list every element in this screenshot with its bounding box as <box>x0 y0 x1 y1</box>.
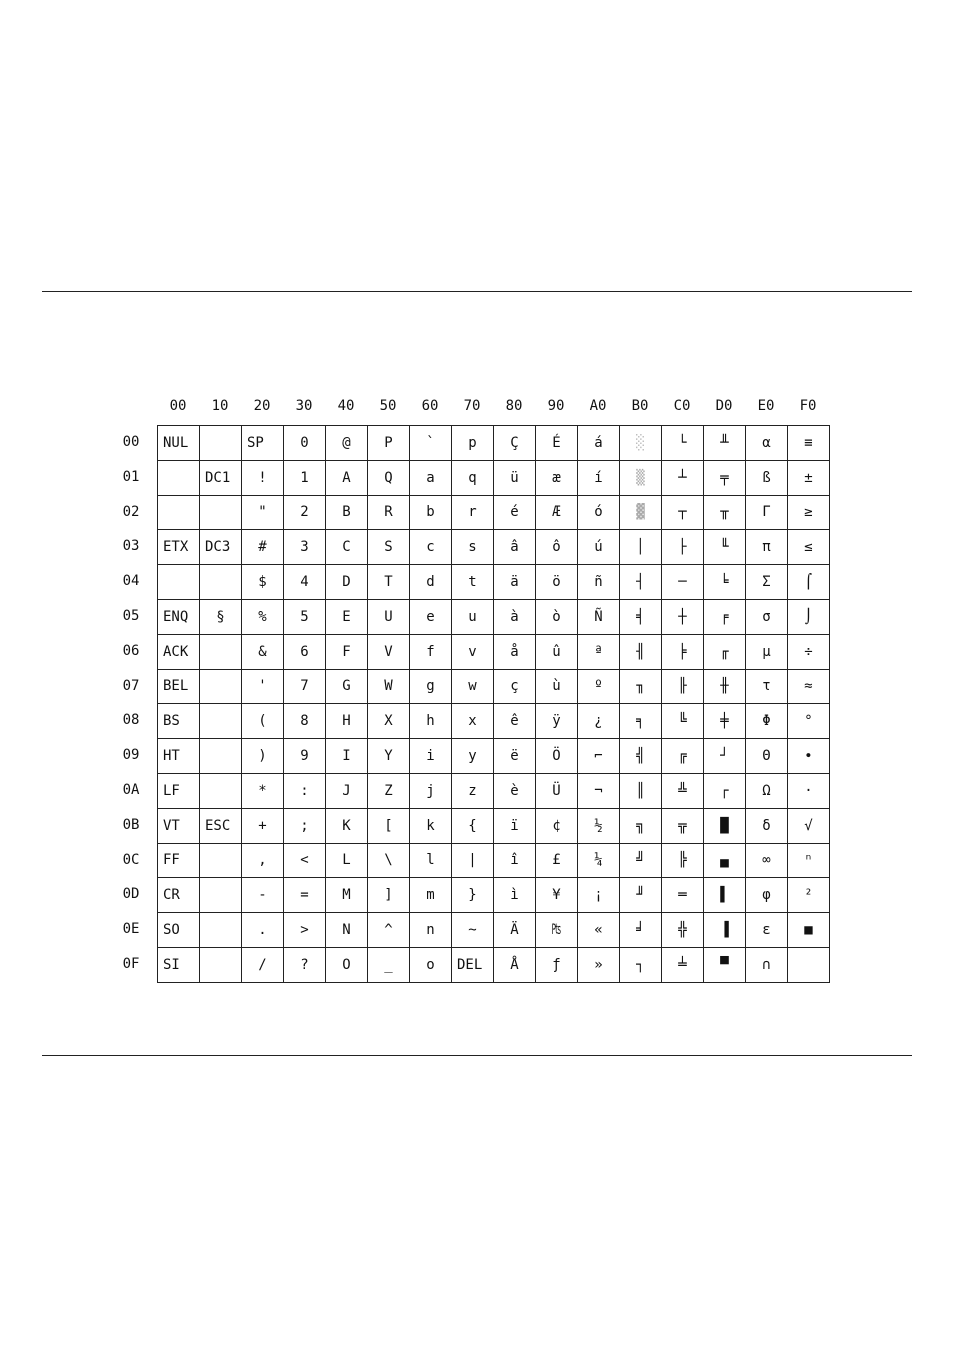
table-cell: ╡ <box>620 600 662 635</box>
table-cell: X <box>368 704 410 739</box>
table-cell: 3 <box>284 530 326 565</box>
table-cell: e <box>410 600 452 635</box>
table-cell: à <box>494 600 536 635</box>
table-cell: £ <box>536 844 578 879</box>
table-cell: 1 <box>284 461 326 496</box>
table-cell: ó <box>578 496 620 531</box>
table-cell: DC3 <box>200 530 242 565</box>
table-cell: τ <box>746 670 788 705</box>
table-cell: SP <box>242 426 284 461</box>
table-cell: ∩ <box>746 948 788 983</box>
table-cell: ╢ <box>620 635 662 670</box>
table-cell: Q <box>368 461 410 496</box>
table-cell: █ <box>704 809 746 844</box>
table-cell: H <box>326 704 368 739</box>
table-cell: ; <box>284 809 326 844</box>
table-cell: ÿ <box>536 704 578 739</box>
table-cell: , <box>242 844 284 879</box>
table-cell: á <box>578 426 620 461</box>
table-cell: ▄ <box>704 844 746 879</box>
table-cell: ¬ <box>578 774 620 809</box>
table-cell: ETX <box>158 530 200 565</box>
table-cell: ç <box>494 670 536 705</box>
table-cell: ≤ <box>788 530 830 565</box>
table-cell: [ <box>368 809 410 844</box>
table-cell <box>200 426 242 461</box>
table-cell: ┬ <box>662 496 704 531</box>
table-cell: HT <box>158 739 200 774</box>
table-cell: C <box>326 530 368 565</box>
table-cell: ┤ <box>620 565 662 600</box>
table-cell <box>200 704 242 739</box>
table-cell: ≈ <box>788 670 830 705</box>
table-cell: ù <box>536 670 578 705</box>
row-header: 08 <box>122 712 140 729</box>
table-cell: ▌ <box>704 878 746 913</box>
table-cell: n <box>410 913 452 948</box>
table-cell: ╚ <box>662 704 704 739</box>
table-cell: * <box>242 774 284 809</box>
table-cell <box>200 878 242 913</box>
table-cell: E <box>326 600 368 635</box>
column-header: A0 <box>589 398 607 414</box>
row-header: 0A <box>122 782 140 798</box>
table-cell: _ <box>368 948 410 983</box>
table-cell <box>200 635 242 670</box>
table-cell: & <box>242 635 284 670</box>
table-cell: i <box>410 739 452 774</box>
table-cell: 9 <box>284 739 326 774</box>
table-cell: ) <box>242 739 284 774</box>
table-cell: NUL <box>158 426 200 461</box>
table-cell: ENQ <box>158 600 200 635</box>
row-header: 0C <box>122 851 140 868</box>
table-cell: Æ <box>536 496 578 531</box>
table-cell <box>788 948 830 983</box>
table-cell: · <box>788 774 830 809</box>
column-header: 30 <box>295 398 313 414</box>
table-cell: : <box>284 774 326 809</box>
table-cell: ╜ <box>620 878 662 913</box>
column-header: F0 <box>799 398 817 414</box>
table-cell: M <box>326 878 368 913</box>
table-cell <box>200 496 242 531</box>
table-cell: ▒ <box>620 461 662 496</box>
table-cell: ║ <box>620 774 662 809</box>
table-cell: ╞ <box>662 635 704 670</box>
table-cell: ▀ <box>704 948 746 983</box>
table-cell: ╝ <box>620 844 662 879</box>
table-cell: ⌡ <box>788 600 830 635</box>
table-cell: ¢ <box>536 809 578 844</box>
table-cell: ╓ <box>704 635 746 670</box>
table-cell: BEL <box>158 670 200 705</box>
table-cell: 5 <box>284 600 326 635</box>
table-cell: y <box>452 739 494 774</box>
table-cell: ε <box>746 913 788 948</box>
column-header: E0 <box>757 398 775 414</box>
table-cell: ─ <box>662 565 704 600</box>
table-cell: " <box>242 496 284 531</box>
table-cell: Ω <box>746 774 788 809</box>
table-cell: ╠ <box>662 844 704 879</box>
table-cell: Ö <box>536 739 578 774</box>
table-cell: ì <box>494 878 536 913</box>
table-cell: q <box>452 461 494 496</box>
table-cell: J <box>326 774 368 809</box>
table-cell: │ <box>620 530 662 565</box>
table-cell: G <box>326 670 368 705</box>
table-cell: c <box>410 530 452 565</box>
table-cell: í <box>578 461 620 496</box>
column-header: 80 <box>505 398 523 414</box>
column-header: 10 <box>211 398 229 414</box>
table-cell: ╟ <box>662 670 704 705</box>
table-cell: ¼ <box>578 844 620 879</box>
table-cell: ° <box>788 704 830 739</box>
table-cell: ┌ <box>704 774 746 809</box>
table-cell: ò <box>536 600 578 635</box>
table-cell: ≥ <box>788 496 830 531</box>
table-cell: Γ <box>746 496 788 531</box>
table-cell: ╩ <box>662 774 704 809</box>
table-cell: P <box>368 426 410 461</box>
table-cell <box>200 948 242 983</box>
table-cell: â <box>494 530 536 565</box>
table-cell: σ <box>746 600 788 635</box>
table-cell: ª <box>578 635 620 670</box>
table-cell: ~ <box>452 913 494 948</box>
table-cell: DEL <box>452 948 494 983</box>
table-cell: « <box>578 913 620 948</box>
table-cell: CR <box>158 878 200 913</box>
row-header: 05 <box>122 608 140 624</box>
table-cell: ^ <box>368 913 410 948</box>
table-cell: b <box>410 496 452 531</box>
table-cell: h <box>410 704 452 739</box>
table-cell: T <box>368 565 410 600</box>
table-cell: ô <box>536 530 578 565</box>
table-cell: ACK <box>158 635 200 670</box>
table-cell: Ç <box>494 426 536 461</box>
table-cell: ! <box>242 461 284 496</box>
row-header: 00 <box>122 434 140 450</box>
column-header: 70 <box>463 398 481 414</box>
table-cell: \ <box>368 844 410 879</box>
table-cell: L <box>326 844 368 879</box>
table-cell <box>200 774 242 809</box>
table-cell: è <box>494 774 536 809</box>
table-cell: ╥ <box>704 496 746 531</box>
table-cell: µ <box>746 635 788 670</box>
row-header: 03 <box>122 538 140 555</box>
table-cell: S <box>368 530 410 565</box>
table-cell: ? <box>284 948 326 983</box>
table-cell <box>158 461 200 496</box>
table-cell: D <box>326 565 368 600</box>
table-cell: } <box>452 878 494 913</box>
table-cell: m <box>410 878 452 913</box>
row-header: 02 <box>122 503 140 520</box>
table-cell: ╧ <box>662 948 704 983</box>
table-cell: # <box>242 530 284 565</box>
table-cell: º <box>578 670 620 705</box>
table-cell <box>200 844 242 879</box>
row-header: 01 <box>122 468 140 485</box>
table-cell: ░ <box>620 426 662 461</box>
table-cell: § <box>200 600 242 635</box>
table-cell: < <box>284 844 326 879</box>
row-header: 07 <box>122 677 140 694</box>
table-cell: 4 <box>284 565 326 600</box>
column-header: B0 <box>631 398 649 414</box>
row-header: 0B <box>122 816 140 833</box>
table-cell: ≡ <box>788 426 830 461</box>
table-cell: å <box>494 635 536 670</box>
bottom-rule <box>42 1055 912 1056</box>
column-header: 00 <box>169 398 187 414</box>
table-cell: 0 <box>284 426 326 461</box>
table-cell: + <box>242 809 284 844</box>
character-code-table <box>157 425 830 983</box>
table-cell: ÷ <box>788 635 830 670</box>
column-header: D0 <box>715 398 733 414</box>
table-cell: / <box>242 948 284 983</box>
table-cell: é <box>494 496 536 531</box>
table-cell: └ <box>662 426 704 461</box>
table-cell: O <box>326 948 368 983</box>
table-cell: ╛ <box>620 913 662 948</box>
table-cell: √ <box>788 809 830 844</box>
table-cell: ` <box>410 426 452 461</box>
table-cell: t <box>452 565 494 600</box>
table-cell: ■ <box>788 913 830 948</box>
column-header: 60 <box>421 398 439 414</box>
table-cell: BS <box>158 704 200 739</box>
table-cell: W <box>368 670 410 705</box>
table-cell: Ü <box>536 774 578 809</box>
table-cell: = <box>284 878 326 913</box>
table-cell <box>200 913 242 948</box>
table-cell: $ <box>242 565 284 600</box>
table-cell: ├ <box>662 530 704 565</box>
table-cell: ² <box>788 878 830 913</box>
table-cell: Z <box>368 774 410 809</box>
table-cell: ] <box>368 878 410 913</box>
table-cell: ╦ <box>662 809 704 844</box>
table-cell: ╨ <box>704 426 746 461</box>
table-cell: DC1 <box>200 461 242 496</box>
table-cell: f <box>410 635 452 670</box>
row-header: 0D <box>122 886 140 903</box>
table-cell: ƒ <box>536 948 578 983</box>
table-cell: g <box>410 670 452 705</box>
table-cell: 6 <box>284 635 326 670</box>
table-cell: ï <box>494 809 536 844</box>
table-cell: ╖ <box>620 670 662 705</box>
table-cell: A <box>326 461 368 496</box>
table-cell: 8 <box>284 704 326 739</box>
table-cell: ₧ <box>536 913 578 948</box>
table-cell: d <box>410 565 452 600</box>
table-cell: 2 <box>284 496 326 531</box>
row-header: 06 <box>122 642 140 659</box>
table-cell: u <box>452 600 494 635</box>
table-cell: » <box>578 948 620 983</box>
table-cell: ¿ <box>578 704 620 739</box>
table-cell: VT <box>158 809 200 844</box>
table-cell: % <box>242 600 284 635</box>
table-cell: @ <box>326 426 368 461</box>
table-cell: ▐ <box>704 913 746 948</box>
row-header: 0E <box>122 921 140 938</box>
table-cell: δ <box>746 809 788 844</box>
table-cell: ⌐ <box>578 739 620 774</box>
table-cell <box>200 739 242 774</box>
table-cell: ╙ <box>704 530 746 565</box>
table-cell: ┴ <box>662 461 704 496</box>
table-cell: ╕ <box>620 704 662 739</box>
table-cell: ╪ <box>704 704 746 739</box>
table-cell: LF <box>158 774 200 809</box>
table-cell: l <box>410 844 452 879</box>
table-cell: ╗ <box>620 809 662 844</box>
table-cell: î <box>494 844 536 879</box>
table-cell <box>158 565 200 600</box>
table-cell: SI <box>158 948 200 983</box>
table-cell: ' <box>242 670 284 705</box>
column-header: 90 <box>547 398 565 414</box>
row-header: 04 <box>122 573 140 590</box>
table-cell: | <box>452 844 494 879</box>
table-cell: ê <box>494 704 536 739</box>
table-cell: ¡ <box>578 878 620 913</box>
table-cell: ╫ <box>704 670 746 705</box>
table-cell: ╘ <box>704 565 746 600</box>
table-cell: z <box>452 774 494 809</box>
table-cell <box>200 670 242 705</box>
table-cell: a <box>410 461 452 496</box>
table-cell: Φ <box>746 704 788 739</box>
table-cell: x <box>452 704 494 739</box>
table-cell: ë <box>494 739 536 774</box>
table-cell: ä <box>494 565 536 600</box>
table-cell: j <box>410 774 452 809</box>
table-cell: ñ <box>578 565 620 600</box>
table-cell: α <box>746 426 788 461</box>
column-header: 40 <box>337 398 355 414</box>
table-cell: - <box>242 878 284 913</box>
table-cell: φ <box>746 878 788 913</box>
table-cell: B <box>326 496 368 531</box>
table-cell: N <box>326 913 368 948</box>
table-cell: Θ <box>746 739 788 774</box>
table-cell: û <box>536 635 578 670</box>
table-cell: ┼ <box>662 600 704 635</box>
table-cell: F <box>326 635 368 670</box>
column-header: 50 <box>379 398 397 414</box>
row-header: 09 <box>122 747 140 764</box>
table-cell: ö <box>536 565 578 600</box>
table-cell: > <box>284 913 326 948</box>
top-rule <box>42 291 912 292</box>
table-cell: É <box>536 426 578 461</box>
table-cell: o <box>410 948 452 983</box>
table-cell: w <box>452 670 494 705</box>
row-header: 0F <box>122 956 140 972</box>
table-cell <box>200 565 242 600</box>
table-cell: ú <box>578 530 620 565</box>
table-cell: π <box>746 530 788 565</box>
table-cell: æ <box>536 461 578 496</box>
table-cell: ß <box>746 461 788 496</box>
table-cell: 7 <box>284 670 326 705</box>
table-cell: ╬ <box>662 913 704 948</box>
table-cell: ⁿ <box>788 844 830 879</box>
table-cell: ü <box>494 461 536 496</box>
table-cell: ∙ <box>788 739 830 774</box>
table-cell: Y <box>368 739 410 774</box>
table-cell: ═ <box>662 878 704 913</box>
table-cell: ∞ <box>746 844 788 879</box>
table-cell: Ñ <box>578 600 620 635</box>
table-cell: p <box>452 426 494 461</box>
table-cell: ╤ <box>704 461 746 496</box>
table-cell: SO <box>158 913 200 948</box>
table-cell: Ä <box>494 913 536 948</box>
column-header: 20 <box>253 398 271 414</box>
table-cell: K <box>326 809 368 844</box>
table-cell: ¥ <box>536 878 578 913</box>
table-cell: . <box>242 913 284 948</box>
table-cell: ╣ <box>620 739 662 774</box>
table-cell: FF <box>158 844 200 879</box>
table-cell: ╔ <box>662 739 704 774</box>
table-cell: Å <box>494 948 536 983</box>
table-cell: { <box>452 809 494 844</box>
table-cell: ⌠ <box>788 565 830 600</box>
column-header: C0 <box>673 398 691 414</box>
table-cell: ± <box>788 461 830 496</box>
table-cell: s <box>452 530 494 565</box>
table-cell: U <box>368 600 410 635</box>
table-cell: ┘ <box>704 739 746 774</box>
table-cell: V <box>368 635 410 670</box>
table-cell: v <box>452 635 494 670</box>
table-cell: ┐ <box>620 948 662 983</box>
table-cell <box>158 496 200 531</box>
table-cell: ( <box>242 704 284 739</box>
table-cell: ╒ <box>704 600 746 635</box>
table-cell: k <box>410 809 452 844</box>
table-cell: I <box>326 739 368 774</box>
table-cell: R <box>368 496 410 531</box>
table-cell: ▓ <box>620 496 662 531</box>
table-cell: Σ <box>746 565 788 600</box>
table-cell: ESC <box>200 809 242 844</box>
table-cell: ½ <box>578 809 620 844</box>
table-cell: r <box>452 496 494 531</box>
